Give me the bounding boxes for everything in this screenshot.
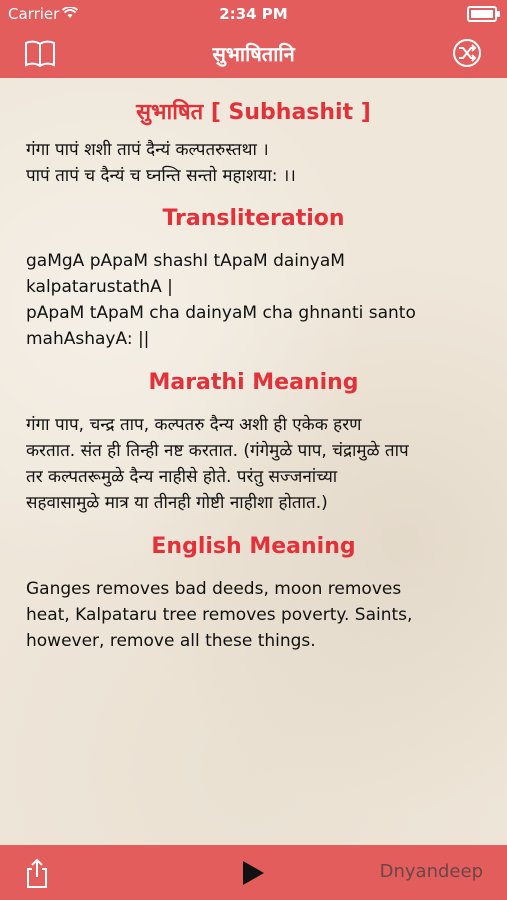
text-line: गंगा पापं शशी तापं दैन्यं कल्पतरुस्तथा ।: [26, 140, 269, 160]
text-line: पापं तापं च दैन्यं च घ्नन्ति सन्तो महाशया: ।।: [26, 166, 296, 186]
text-line: mahAshayA: ||: [26, 329, 150, 349]
text-line: kalpatarustathA |: [26, 277, 173, 297]
text-line: तर कल्पतरूमुळे दैन्य नाहीसे होते. परंतु सज्जनांच्या: [26, 467, 338, 487]
text-line: gaMgA pApaM shashI tApaM dainyaM: [26, 251, 345, 271]
marathi-heading: Marathi Meaning: [148, 370, 359, 395]
english-heading: English Meaning: [151, 534, 356, 559]
subhashit-text: [26, 137, 486, 189]
share-icon[interactable]: [24, 857, 50, 889]
subhashit-heading: सुभाषित [ Subhashit ]: [136, 100, 371, 125]
transliteration-heading: Transliteration: [162, 206, 345, 231]
transliteration-text: [26, 248, 486, 352]
english-text: [26, 576, 486, 654]
nav-bar: [0, 28, 507, 78]
status-bar: [0, 0, 507, 28]
text-line: सहवासामुळे मात्र या तीनही गोष्टी नाहीशा होतात.): [26, 493, 328, 513]
brand-label[interactable]: Dnyandeep: [379, 861, 483, 882]
shuffle-icon[interactable]: [451, 38, 483, 68]
text-line: गंगा पाप, चन्द्र ताप, कल्पतरु दैन्य अशी ही एकेक हरण: [26, 415, 362, 435]
carrier-label: Carrier: [8, 5, 60, 23]
page-title: सुभाषितानि: [212, 42, 295, 66]
bottom-toolbar: [0, 845, 507, 900]
text-line: heat, Kalpataru tree removes poverty. Saints,: [26, 605, 413, 625]
text-line: करतात. संत ही तिन्ही नष्ट करतात. (गंगेमुळे पाप, चंद्रामुळे ताप: [26, 441, 409, 461]
battery-icon: [467, 6, 497, 22]
content-area[interactable]: [0, 78, 507, 845]
play-icon[interactable]: [240, 859, 266, 887]
text-line: Ganges removes bad deeds, moon removes: [26, 579, 402, 599]
marathi-text: [26, 412, 486, 516]
text-line: however, remove all these things.: [26, 631, 316, 651]
clock: 2:34 PM: [219, 5, 288, 23]
text-line: pApaM tApaM cha dainyaM cha ghnanti santo: [26, 303, 416, 323]
